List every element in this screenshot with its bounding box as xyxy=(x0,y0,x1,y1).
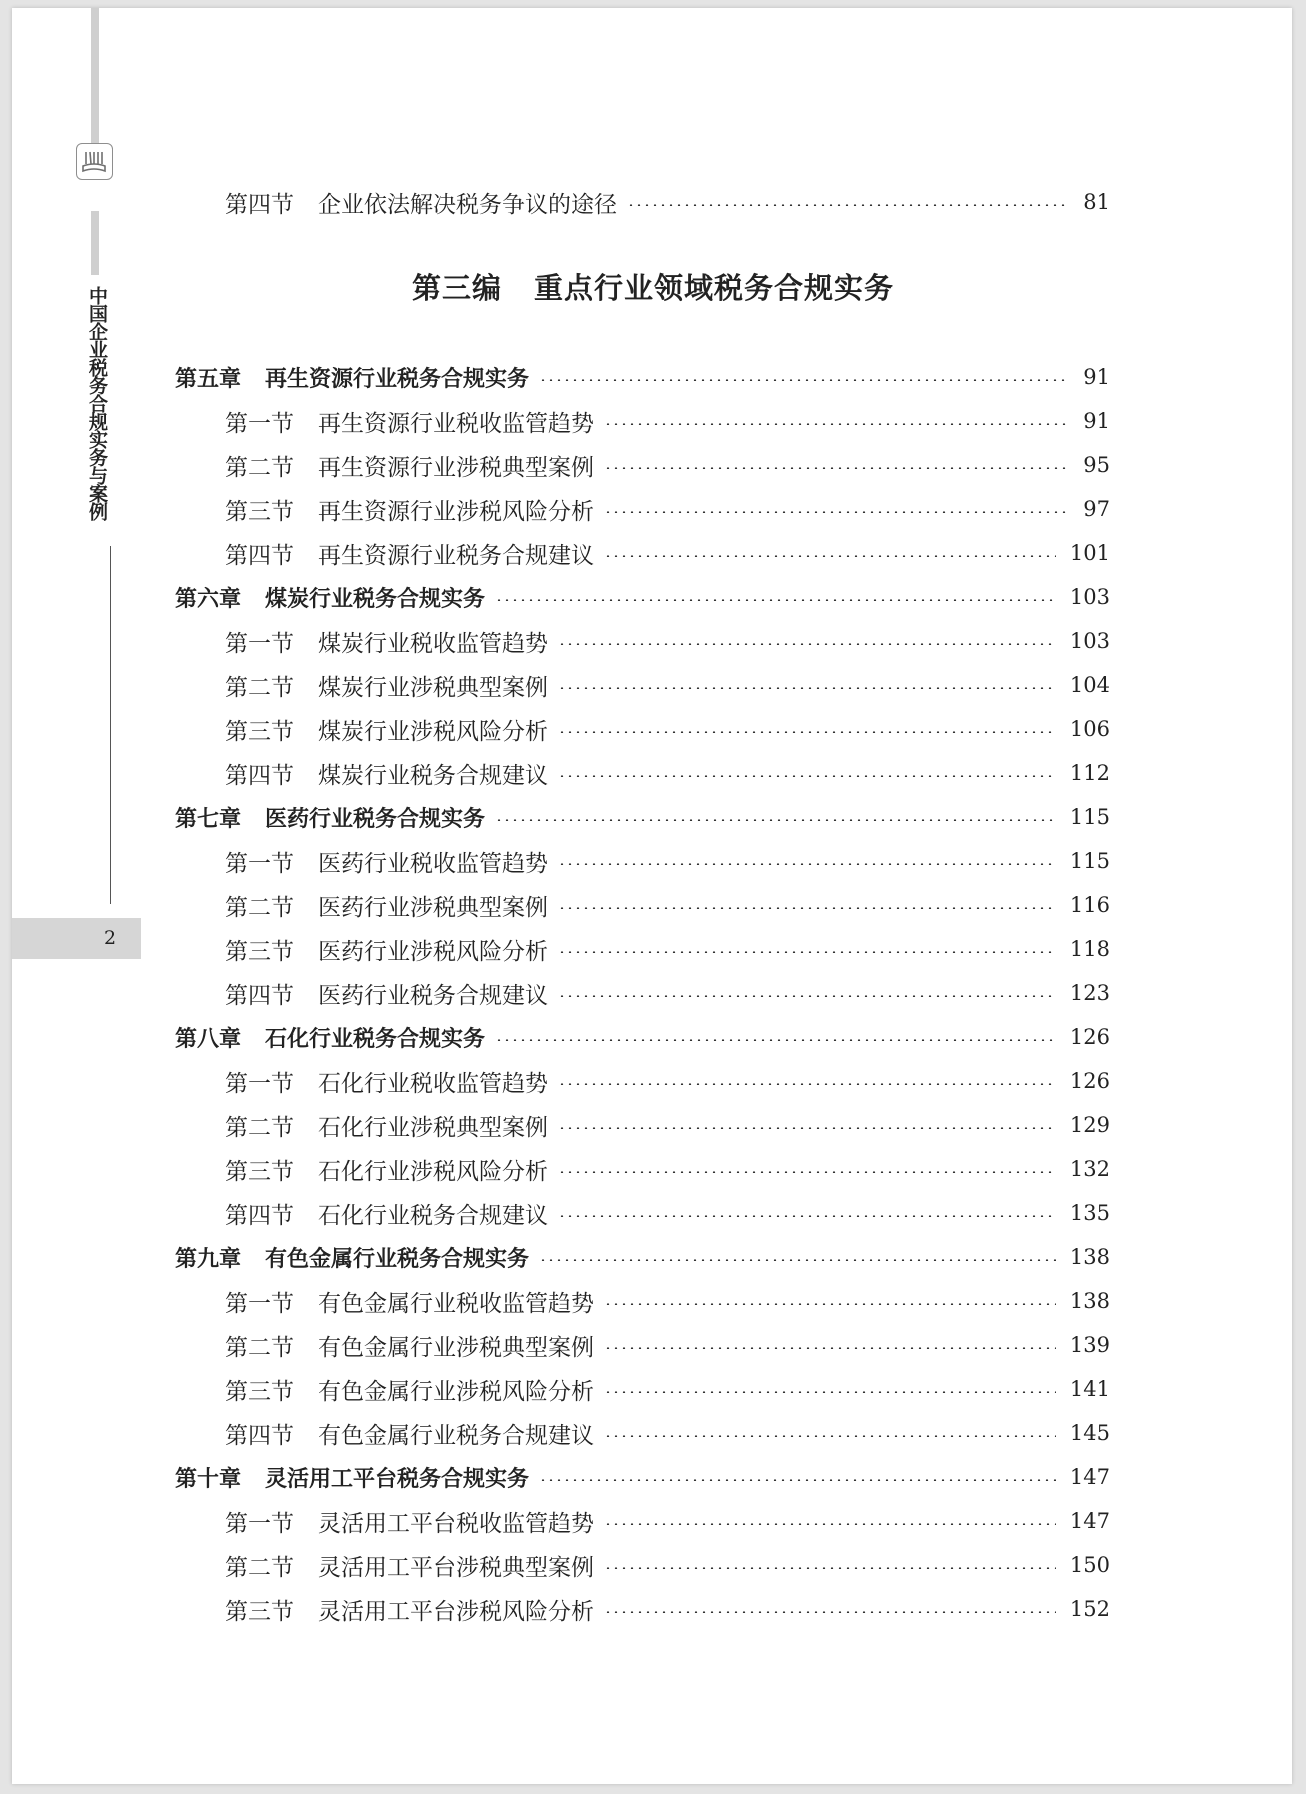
toc-section-row[interactable] xyxy=(225,449,1110,481)
toc-section-row[interactable] xyxy=(225,845,1110,877)
part-title: 重点行业领域税务合规实务 xyxy=(534,271,895,305)
toc-entry-title: 石化行业涉税风险分析 xyxy=(318,1158,548,1185)
toc-entry-label: 第三节 xyxy=(225,718,294,745)
dot-leader xyxy=(495,1039,1056,1041)
dot-leader xyxy=(495,819,1056,821)
dot-leader xyxy=(604,1347,1056,1349)
toc-section-row[interactable] xyxy=(225,493,1110,525)
toc-entry-page: 118 xyxy=(1069,937,1110,961)
toc-entry-page: 152 xyxy=(1069,1597,1110,1621)
dot-leader xyxy=(604,1391,1056,1393)
toc-entry-title: 灵活用工平台税务合规实务 xyxy=(265,1466,530,1492)
toc-entry-label: 第八章 xyxy=(175,1026,242,1052)
toc-entry-page: 150 xyxy=(1069,1553,1110,1577)
toc-entry-title: 有色金属行业涉税典型案例 xyxy=(318,1334,594,1361)
toc-entry-page: 138 xyxy=(1069,1289,1110,1313)
dot-leader xyxy=(558,951,1056,953)
toc-entry-page: 103 xyxy=(1069,585,1110,609)
toc-section-row[interactable] xyxy=(225,1197,1110,1229)
dot-leader xyxy=(604,555,1056,557)
dot-leader xyxy=(558,1127,1056,1129)
toc-section-row[interactable] xyxy=(225,933,1110,965)
toc-entry-page: 91 xyxy=(1083,409,1110,433)
dot-leader xyxy=(604,467,1069,469)
toc-section-row[interactable] xyxy=(225,625,1110,657)
dot-leader xyxy=(558,1171,1056,1173)
toc-entry-label: 第一节 xyxy=(225,410,294,437)
toc-entry-page: 135 xyxy=(1069,1201,1110,1225)
toc-entry-page: 132 xyxy=(1069,1157,1110,1181)
dot-leader xyxy=(627,204,1069,206)
dot-leader xyxy=(604,423,1069,425)
toc-entry-title: 有色金属行业税务合规建议 xyxy=(318,1422,594,1449)
toc-entry-title: 再生资源行业税收监管趋势 xyxy=(318,410,594,437)
toc-entry-page: 126 xyxy=(1069,1025,1110,1049)
toc-entry-page: 126 xyxy=(1069,1069,1110,1093)
toc-entry-title: 煤炭行业税务合规实务 xyxy=(265,586,486,612)
toc-entry-title: 再生资源行业涉税风险分析 xyxy=(318,498,594,525)
toc-section-row[interactable] xyxy=(225,1549,1110,1581)
toc-entry-label: 第四节 xyxy=(225,1202,294,1229)
toc-entry-label: 第三节 xyxy=(225,1598,294,1625)
toc-entry-page: 106 xyxy=(1069,717,1110,741)
toc-entry-title: 医药行业税收监管趋势 xyxy=(318,850,548,877)
book-logo-icon xyxy=(76,143,113,180)
toc-section-row[interactable] xyxy=(225,186,1110,218)
toc-section-row[interactable] xyxy=(225,669,1110,701)
toc-entry-label: 第二节 xyxy=(225,894,294,921)
toc-entry-title: 石化行业涉税典型案例 xyxy=(318,1114,548,1141)
dot-leader xyxy=(558,995,1056,997)
toc-entry-page: 147 xyxy=(1069,1509,1110,1533)
dot-leader xyxy=(539,1259,1056,1261)
toc-entry-title: 石化行业税收监管趋势 xyxy=(318,1070,548,1097)
dot-leader xyxy=(558,863,1056,865)
toc-entry-label: 第三节 xyxy=(225,498,294,525)
toc-entry-page: 145 xyxy=(1069,1421,1110,1445)
page-number: 2 xyxy=(103,927,117,949)
dot-leader xyxy=(558,907,1056,909)
toc-chapter-row[interactable] xyxy=(175,801,1110,833)
toc-entry-label: 第一节 xyxy=(225,1290,294,1317)
dot-leader xyxy=(604,1611,1056,1613)
toc-entry-label: 第六章 xyxy=(175,586,242,612)
toc-entry-label: 第二节 xyxy=(225,674,294,701)
dot-leader xyxy=(558,731,1056,733)
toc-entry-page: 95 xyxy=(1083,453,1110,477)
toc-section-row[interactable] xyxy=(225,405,1110,437)
toc-entry-title: 医药行业税务合规建议 xyxy=(318,982,548,1009)
toc-entry-page: 97 xyxy=(1083,497,1110,521)
toc-entry-page: 81 xyxy=(1083,190,1110,214)
toc-section-row[interactable] xyxy=(225,1329,1110,1361)
toc-entry-label: 第四节 xyxy=(225,762,294,789)
toc-entry-label: 第四节 xyxy=(225,191,294,218)
dot-leader xyxy=(604,1435,1056,1437)
toc-entry-title: 医药行业涉税典型案例 xyxy=(318,894,548,921)
toc-entry-page: 91 xyxy=(1083,365,1110,389)
toc-entry-page: 129 xyxy=(1069,1113,1110,1137)
toc-entry-label: 第三节 xyxy=(225,938,294,965)
toc-entry-page: 147 xyxy=(1069,1465,1110,1489)
toc-entry-title: 石化行业税务合规建议 xyxy=(318,1202,548,1229)
toc-section-row[interactable] xyxy=(225,1593,1110,1625)
part-heading xyxy=(0,266,1306,307)
book-title-vertical: 中国企业税务合规实务与案例 xyxy=(86,286,108,520)
toc-section-row[interactable] xyxy=(225,977,1110,1009)
toc-entry-label: 第十章 xyxy=(175,1466,242,1492)
toc-section-row[interactable] xyxy=(225,1285,1110,1317)
toc-entry-title: 企业依法解决税务争议的途径 xyxy=(318,191,617,218)
dot-leader xyxy=(558,1083,1056,1085)
toc-chapter-row[interactable] xyxy=(175,1461,1110,1493)
toc-entry-title: 有色金属行业税收监管趋势 xyxy=(318,1290,594,1317)
dot-leader xyxy=(604,1523,1056,1525)
toc-section-row[interactable] xyxy=(225,757,1110,789)
toc-entry-page: 115 xyxy=(1069,805,1110,829)
dot-leader xyxy=(558,687,1056,689)
toc-entry-label: 第一节 xyxy=(225,1070,294,1097)
toc-chapter-row[interactable] xyxy=(175,361,1110,393)
dot-leader xyxy=(604,1303,1056,1305)
toc-chapter-row[interactable] xyxy=(175,1241,1110,1273)
toc-entry-title: 石化行业税务合规实务 xyxy=(265,1026,486,1052)
sidebar-bar-top xyxy=(91,8,99,144)
toc-entry-page: 115 xyxy=(1069,849,1110,873)
toc-entry-title: 再生资源行业涉税典型案例 xyxy=(318,454,594,481)
dot-leader xyxy=(604,1567,1056,1569)
dot-leader xyxy=(539,379,1069,381)
toc-entry-label: 第九章 xyxy=(175,1246,242,1272)
toc-entry-label: 第二节 xyxy=(225,1334,294,1361)
toc-section-row[interactable] xyxy=(225,1373,1110,1405)
toc-entry-page: 139 xyxy=(1069,1333,1110,1357)
toc-entry-label: 第二节 xyxy=(225,454,294,481)
toc-entry-label: 第五章 xyxy=(175,366,242,392)
toc-section-row[interactable] xyxy=(225,1505,1110,1537)
toc-entry-page: 123 xyxy=(1069,981,1110,1005)
toc-chapter-row[interactable] xyxy=(175,1021,1110,1053)
dot-leader xyxy=(604,511,1069,513)
toc-entry-title: 医药行业税务合规实务 xyxy=(265,806,486,832)
toc-entry-title: 煤炭行业涉税风险分析 xyxy=(318,718,548,745)
toc-entry-label: 第一节 xyxy=(225,850,294,877)
toc-entry-label: 第三节 xyxy=(225,1158,294,1185)
toc-section-row[interactable] xyxy=(225,889,1110,921)
dot-leader xyxy=(539,1479,1056,1481)
toc-entry-title: 再生资源行业税务合规实务 xyxy=(265,366,530,392)
toc-entry-page: 103 xyxy=(1069,629,1110,653)
toc-chapter-row[interactable] xyxy=(175,581,1110,613)
toc-entry-label: 第一节 xyxy=(225,630,294,657)
toc-entry-title: 再生资源行业税务合规建议 xyxy=(318,542,594,569)
toc-section-row[interactable] xyxy=(225,1417,1110,1449)
toc-entry-page: 138 xyxy=(1069,1245,1110,1269)
toc-entry-label: 第四节 xyxy=(225,542,294,569)
toc-section-row[interactable] xyxy=(225,537,1110,569)
toc-entry-title: 有色金属行业涉税风险分析 xyxy=(318,1378,594,1405)
toc-entry-title: 煤炭行业税收监管趋势 xyxy=(318,630,548,657)
toc-entry-title: 煤炭行业涉税典型案例 xyxy=(318,674,548,701)
toc-entry-label: 第二节 xyxy=(225,1554,294,1581)
toc-entry-title: 灵活用工平台涉税风险分析 xyxy=(318,1598,594,1625)
toc-entry-page: 141 xyxy=(1069,1377,1110,1401)
toc-entry-label: 第四节 xyxy=(225,1422,294,1449)
toc-section-row[interactable] xyxy=(225,713,1110,745)
dot-leader xyxy=(558,643,1056,645)
toc-entry-label: 第二节 xyxy=(225,1114,294,1141)
toc-entry-title: 煤炭行业税务合规建议 xyxy=(318,762,548,789)
toc-entry-label: 第三节 xyxy=(225,1378,294,1405)
dot-leader xyxy=(558,1215,1056,1217)
toc-entry-label: 第四节 xyxy=(225,982,294,1009)
sidebar-divider xyxy=(110,546,111,904)
toc-entry-title: 医药行业涉税风险分析 xyxy=(318,938,548,965)
dot-leader xyxy=(495,599,1056,601)
toc-entry-title: 灵活用工平台税收监管趋势 xyxy=(318,1510,594,1537)
toc-section-row[interactable] xyxy=(225,1109,1110,1141)
toc-section-row[interactable] xyxy=(225,1153,1110,1185)
toc-entry-title: 有色金属行业税务合规实务 xyxy=(265,1246,530,1272)
dot-leader xyxy=(558,775,1056,777)
toc-entry-page: 101 xyxy=(1069,541,1110,565)
toc-entry-page: 104 xyxy=(1069,673,1110,697)
toc-entry-page: 116 xyxy=(1069,893,1110,917)
toc-section-row[interactable] xyxy=(225,1065,1110,1097)
part-label: 第三编 xyxy=(411,271,502,305)
toc-entry-title: 灵活用工平台涉税典型案例 xyxy=(318,1554,594,1581)
toc-entry-page: 112 xyxy=(1069,761,1110,785)
toc-entry-label: 第一节 xyxy=(225,1510,294,1537)
toc-entry-label: 第七章 xyxy=(175,806,242,832)
